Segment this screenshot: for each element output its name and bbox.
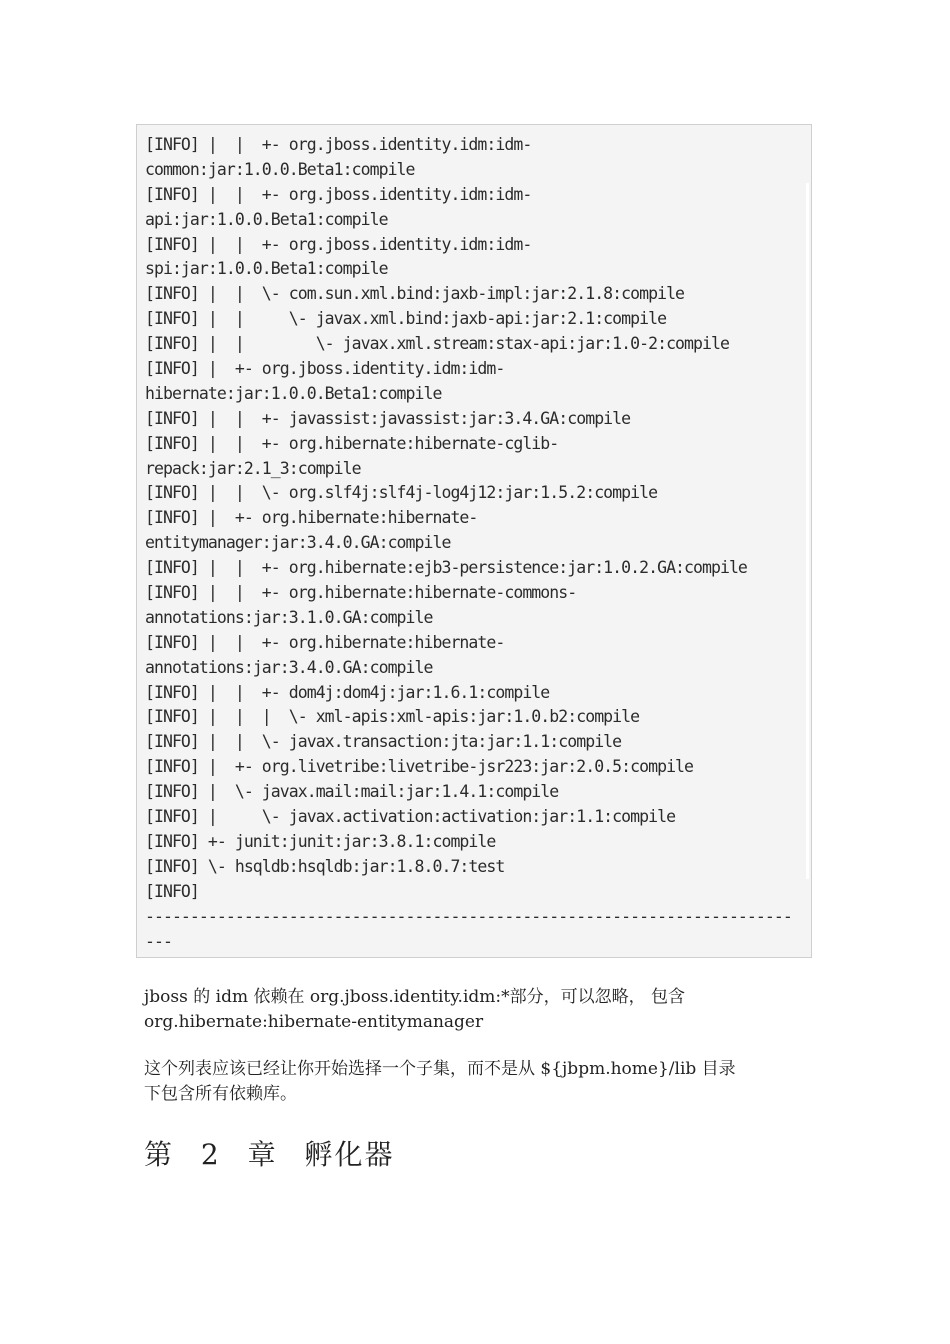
code-line: entitymanager:jar:3.4.0.GA:compile [145,533,451,553]
code-line: common:jar:1.0.0.Beta1:compile [145,159,415,179]
code-line: [INFO] \- hsqldb:hsqldb:jar:1.8.0.7:test [145,856,505,876]
code-line: [INFO] | \- javax.activation:activation:jar:1.1:compile [145,807,676,827]
code-line: [INFO] | | +- org.jboss.identity.idm:idm- [145,184,532,204]
code-line: [INFO] | | +- org.hibernate:hibernate-commons- [145,583,577,603]
code-line: repack:jar:2.1_3:compile [145,458,361,478]
code-line: [INFO] | +- org.hibernate:hibernate- [145,508,478,528]
code-line: [INFO] | | \- org.slf4j:slf4j-log4j12:jar:1.5.2:compile [145,483,658,503]
code-line: api:jar:1.0.0.Beta1:compile [145,209,388,229]
chapter-heading: 第 2 章 孵化器 [144,1138,395,1171]
code-line: [INFO] | | +- org.jboss.identity.idm:idm- [145,234,532,254]
subset-selection-note [144,1057,804,1107]
code-line: hibernate:jar:1.0.0.Beta1:compile [145,383,442,403]
code-line: [INFO] | | \- javax.xml.stream:stax-api:jar:1.0-2:compile [145,334,729,354]
code-line: [INFO] | +- org.jboss.identity.idm:idm- [145,359,505,379]
code-line: annotations:jar:3.4.0.GA:compile [145,657,433,677]
subset-selection-note-line-2: 下包含所有依赖库。 [144,1084,297,1104]
subset-selection-note-line-1: 这个列表应该已经让你开始选择一个子集，而不是从 ${jbpm.home}/lib 目录 [144,1059,736,1079]
code-line: [INFO] | | +- org.hibernate:ejb3-persistence:jar:1.0.2.GA:compile [145,558,747,578]
code-line: [INFO] | | +- org.hibernate:hibernate- [145,632,505,652]
dependency-tree-code-block [136,124,812,958]
code-line: [INFO] [145,881,199,901]
code-block-edge [806,183,809,879]
idm-dependency-note [144,985,804,1035]
code-line: [INFO] | | \- com.sun.xml.bind:jaxb-impl:jar:2.1.8:compile [145,284,685,304]
code-line: [INFO] | +- org.livetribe:livetribe-jsr223:jar:2.0.5:compile [145,757,694,777]
code-line: [INFO] | | +- javassist:javassist:jar:3.4.GA:compile [145,408,631,428]
code-line: spi:jar:1.0.0.Beta1:compile [145,259,388,279]
code-line: [INFO] | | \- javax.xml.bind:jaxb-api:jar:2.1:compile [145,309,667,329]
code-line: [INFO] +- junit:junit:jar:3.8.1:compile [145,831,496,851]
code-line: [INFO] | | +- org.jboss.identity.idm:idm- [145,135,532,154]
code-line: ------------------------------------------------------------------------ [145,906,792,926]
code-line: [INFO] | | | \- xml-apis:xml-apis:jar:1.0.b2:compile [145,707,640,727]
code-line: annotations:jar:3.1.0.GA:compile [145,607,433,627]
code-line: --- [145,931,172,951]
code-line: [INFO] | | +- dom4j:dom4j:jar:1.6.1:compile [145,682,550,702]
code-line: [INFO] | | \- javax.transaction:jta:jar:1.1:compile [145,732,622,752]
code-lines [145,133,805,954]
code-line: [INFO] | \- javax.mail:mail:jar:1.4.1:compile [145,782,559,802]
idm-dependency-note-line-1: jboss 的 idm 依赖在 org.jboss.identity.idm:*部分，可以忽略， 包含 [144,987,686,1007]
code-line: [INFO] | | +- org.hibernate:hibernate-cglib- [145,433,559,453]
idm-dependency-note-line-2: org.hibernate:hibernate-entitymanager [144,1012,484,1032]
